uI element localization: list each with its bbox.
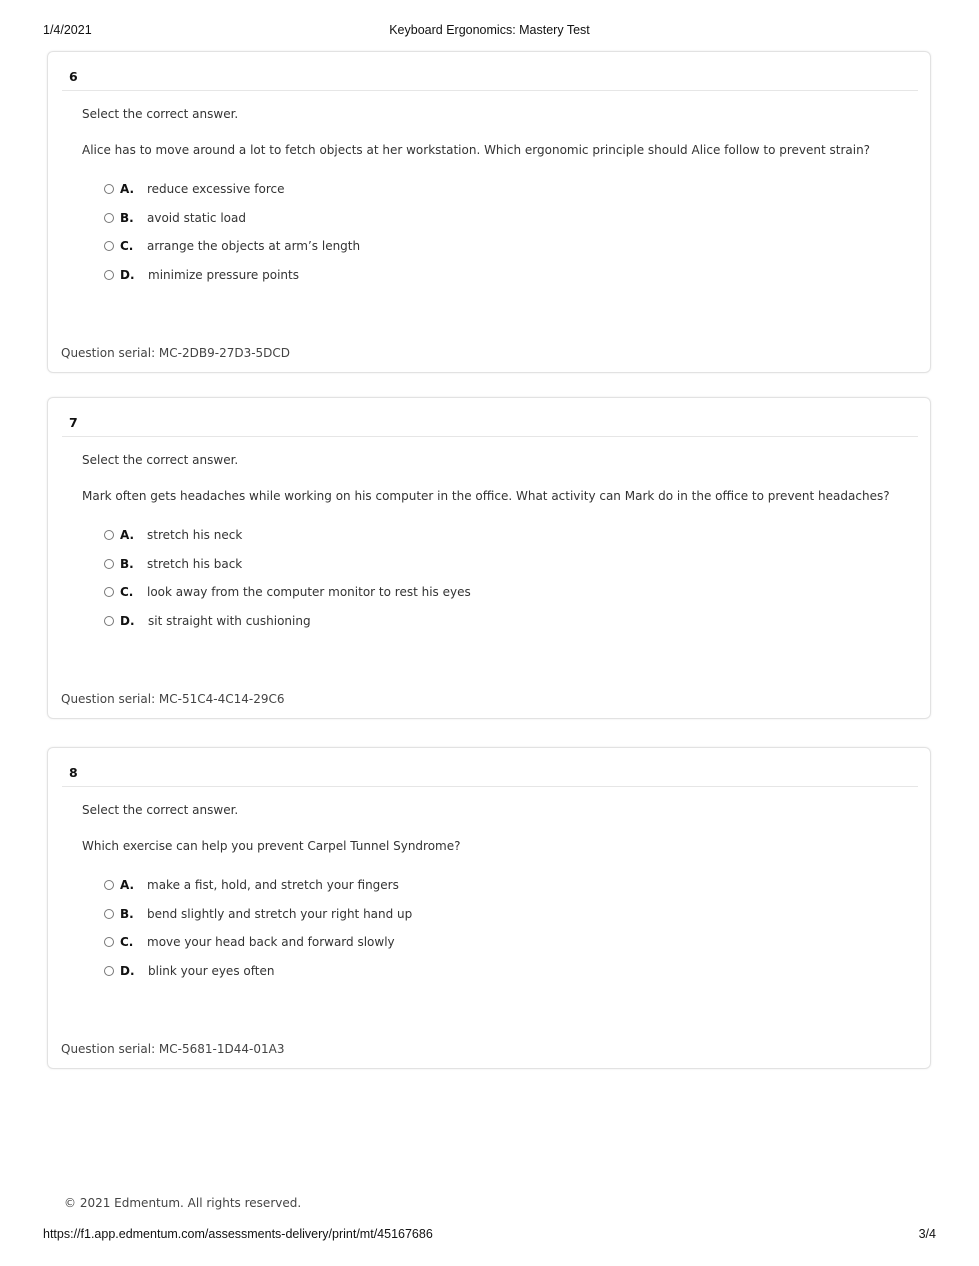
option-text: arrange the objects at arm’s length [147, 239, 361, 254]
question-serial: Question serial: MC-5681-1D44-01A3 [61, 1042, 285, 1056]
option-letter: D. [120, 268, 135, 283]
question-instruction: Select the correct answer. [82, 453, 239, 467]
page-url: https://f1.app.edmentum.com/assessments-delivery/print/mt/45167686 [43, 1227, 433, 1241]
radio-button[interactable] [104, 241, 114, 251]
answer-option-d[interactable] [104, 964, 412, 993]
option-letter: A. [120, 528, 135, 542]
radio-button[interactable] [104, 213, 114, 223]
question-number: 8 [69, 765, 78, 780]
answer-option-b[interactable] [104, 557, 471, 586]
answer-option-a[interactable] [104, 182, 360, 211]
answer-option-b[interactable] [104, 907, 412, 936]
answer-option-c[interactable] [104, 239, 360, 268]
print-date: 1/4/2021 [43, 23, 92, 37]
option-text: stretch his neck [147, 528, 243, 542]
question-serial: Question serial: MC-2DB9-27D3-5DCD [61, 346, 291, 360]
page-title: Keyboard Ergonomics: Mastery Test [389, 23, 590, 37]
option-text: stretch his back [147, 556, 243, 571]
option-letter: D. [120, 614, 135, 629]
option-letter: B. [120, 556, 134, 571]
copyright-notice: © 2021 Edmentum. All rights reserved. [64, 1196, 302, 1210]
option-text: minimize pressure points [148, 268, 299, 283]
question-card [47, 397, 931, 719]
radio-button[interactable] [104, 184, 114, 194]
print-header [43, 23, 936, 39]
radio-button[interactable] [104, 937, 114, 947]
radio-button[interactable] [104, 909, 114, 919]
divider [62, 786, 918, 787]
question-text: Alice has to move around a lot to fetch objects at her workstation. Which ergonomic principle should Alice follow to prevent strain? [82, 143, 871, 157]
option-text: blink your eyes often [148, 964, 275, 979]
answer-option-a[interactable] [104, 528, 471, 557]
answer-option-b[interactable] [104, 211, 360, 240]
answer-option-a[interactable] [104, 878, 412, 907]
option-letter: C. [120, 239, 134, 254]
answer-options [104, 182, 360, 297]
option-text: bend slightly and stretch your right hand up [147, 906, 413, 921]
question-text: Mark often gets headaches while working on his computer in the office. What activity can Mark do in the office to prevent headaches? [82, 489, 890, 503]
answer-option-c[interactable] [104, 585, 471, 614]
radio-button[interactable] [104, 559, 114, 569]
radio-button[interactable] [104, 587, 114, 597]
option-letter: A. [120, 878, 135, 892]
radio-button[interactable] [104, 880, 114, 890]
option-letter: C. [120, 585, 134, 600]
radio-button[interactable] [104, 530, 114, 540]
option-letter: C. [120, 935, 134, 950]
print-footer [43, 1227, 936, 1243]
option-text: move your head back and forward slowly [147, 935, 395, 950]
divider [62, 436, 918, 437]
option-letter: B. [120, 906, 134, 921]
answer-option-c[interactable] [104, 935, 412, 964]
option-text: avoid static load [147, 210, 246, 225]
option-text: make a fist, hold, and stretch your fingers [147, 878, 399, 892]
answer-options [104, 528, 471, 643]
question-text: Which exercise can help you prevent Carpel Tunnel Syndrome? [82, 839, 461, 853]
question-instruction: Select the correct answer. [82, 107, 239, 121]
question-card [47, 51, 931, 373]
divider [62, 90, 918, 91]
option-text: sit straight with cushioning [148, 614, 311, 629]
question-number: 6 [69, 69, 78, 84]
answer-option-d[interactable] [104, 614, 471, 643]
page-number: 3/4 [918, 1227, 936, 1241]
radio-button[interactable] [104, 616, 114, 626]
answer-option-d[interactable] [104, 268, 360, 297]
option-letter: B. [120, 210, 134, 225]
radio-button[interactable] [104, 270, 114, 280]
radio-button[interactable] [104, 966, 114, 976]
question-number: 7 [69, 415, 78, 430]
question-card [47, 747, 931, 1069]
question-instruction: Select the correct answer. [82, 803, 239, 817]
option-letter: D. [120, 964, 135, 979]
answer-options [104, 878, 412, 993]
option-letter: A. [120, 182, 135, 196]
option-text: look away from the computer monitor to rest his eyes [147, 585, 471, 600]
option-text: reduce excessive force [147, 182, 285, 196]
question-serial: Question serial: MC-51C4-4C14-29C6 [61, 692, 285, 706]
